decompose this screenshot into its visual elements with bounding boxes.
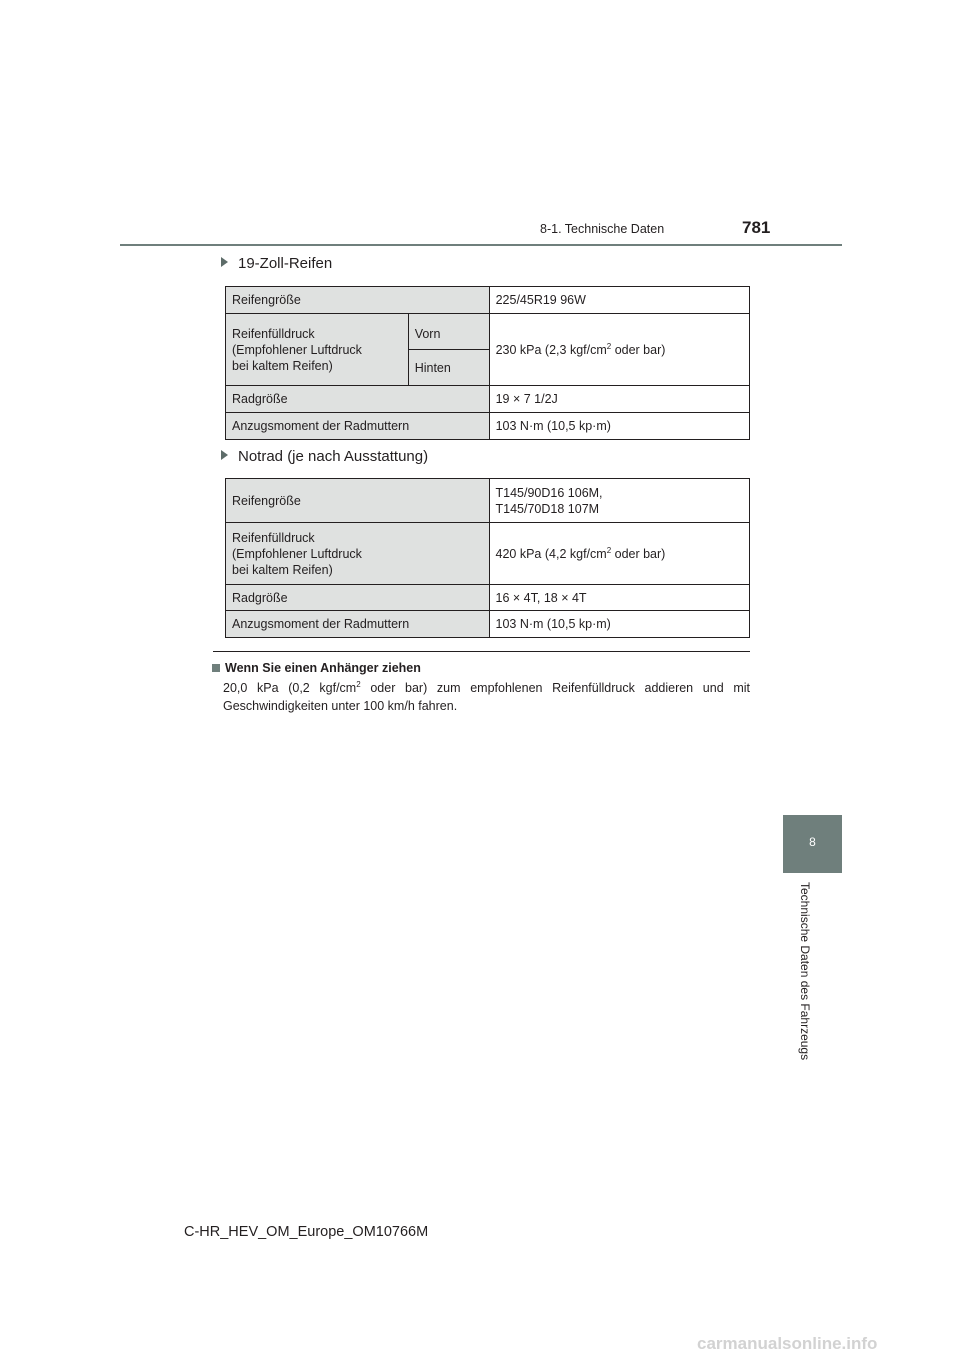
pressure-value-suffix: oder bar) (611, 546, 666, 561)
table1-heading (221, 255, 332, 272)
chapter-number: 8 (809, 835, 816, 849)
pressure-label (226, 314, 409, 386)
size-value-line: T145/70D18 107M (495, 501, 600, 516)
wheel-label: Radgröße (226, 585, 490, 611)
table-row (226, 287, 750, 314)
wheel-value: 19 × 7 1/2J (489, 386, 749, 413)
triangle-bullet-icon (221, 257, 228, 267)
pressure-label (226, 523, 490, 585)
table-row (226, 479, 750, 523)
note-heading (212, 661, 421, 675)
table-row (226, 585, 750, 611)
note-text-continued: oder bar) zum empfohlenen Reifenfülldruck addieren und mit Geschwindigkeiten unter 100 km/h fahren. (223, 681, 750, 713)
front-label: Vorn (408, 314, 489, 350)
torque-value: 103 N·m (10,5 kp·m) (489, 611, 749, 638)
table-row (226, 386, 750, 413)
superscript: 2 (606, 545, 612, 555)
rear-label: Hinten (408, 350, 489, 386)
pressure-value (489, 314, 749, 386)
note-divider (213, 651, 750, 652)
document-id: C-HR_HEV_OM_Europe_OM10766M (184, 1224, 429, 1240)
size-value: 225/45R19 96W (489, 287, 749, 314)
chapter-tab (783, 815, 842, 873)
size-value (489, 479, 749, 523)
pressure-label-line: Reifenfülldruck (232, 326, 315, 341)
pressure-value-text: 230 kPa (2,3 kgf/cm (495, 342, 607, 357)
table2-heading-text: Notrad (je nach Ausstattung) (238, 448, 429, 465)
wheel-value: 16 × 4T, 18 × 4T (489, 585, 749, 611)
torque-label: Anzugsmoment der Radmuttern (226, 413, 490, 440)
page-number: 781 (742, 218, 771, 237)
note-title: Wenn Sie einen Anhänger ziehen (225, 661, 421, 675)
pressure-label-line: Reifenfülldruck (232, 530, 315, 545)
table2-heading (221, 448, 428, 465)
superscript: 2 (356, 680, 361, 689)
pressure-value-text: 420 kPa (4,2 kgf/cm (495, 546, 607, 561)
note-body (223, 679, 750, 715)
watermark: carmanualsonline.info (697, 1334, 878, 1353)
torque-label: Anzugsmoment der Radmuttern (226, 611, 490, 638)
square-bullet-icon (212, 664, 220, 672)
header-divider (120, 244, 842, 246)
chapter-title: Technische Daten des Fahrzeugs (798, 882, 812, 1061)
size-label: Reifengröße (226, 479, 490, 523)
superscript: 2 (606, 341, 612, 351)
torque-value: 103 N·m (10,5 kp·m) (489, 413, 749, 440)
note-text: 20,0 kPa (0,2 kgf/cm (223, 681, 357, 695)
size-value-line: T145/90D16 106M, (495, 485, 603, 500)
pressure-value-suffix: oder bar) (611, 342, 666, 357)
wheel-label: Radgröße (226, 386, 490, 413)
table1-heading-text: 19-Zoll-Reifen (238, 255, 333, 272)
tire-spec-table-spare (225, 478, 750, 638)
pressure-label-line: bei kaltem Reifen) (232, 562, 333, 577)
table-row (226, 314, 750, 350)
table-row (226, 611, 750, 638)
pressure-value (489, 523, 749, 585)
triangle-bullet-icon (221, 450, 228, 460)
pressure-label-line: bei kaltem Reifen) (232, 358, 333, 373)
pressure-label-line: (Empfohlener Luftdruck (232, 342, 362, 357)
pressure-label-line: (Empfohlener Luftdruck (232, 546, 362, 561)
tire-spec-table-19inch (225, 286, 750, 440)
table-row (226, 413, 750, 440)
section-title: 8-1. Technische Daten (540, 222, 665, 236)
table-row (226, 523, 750, 585)
size-label: Reifengröße (226, 287, 490, 314)
